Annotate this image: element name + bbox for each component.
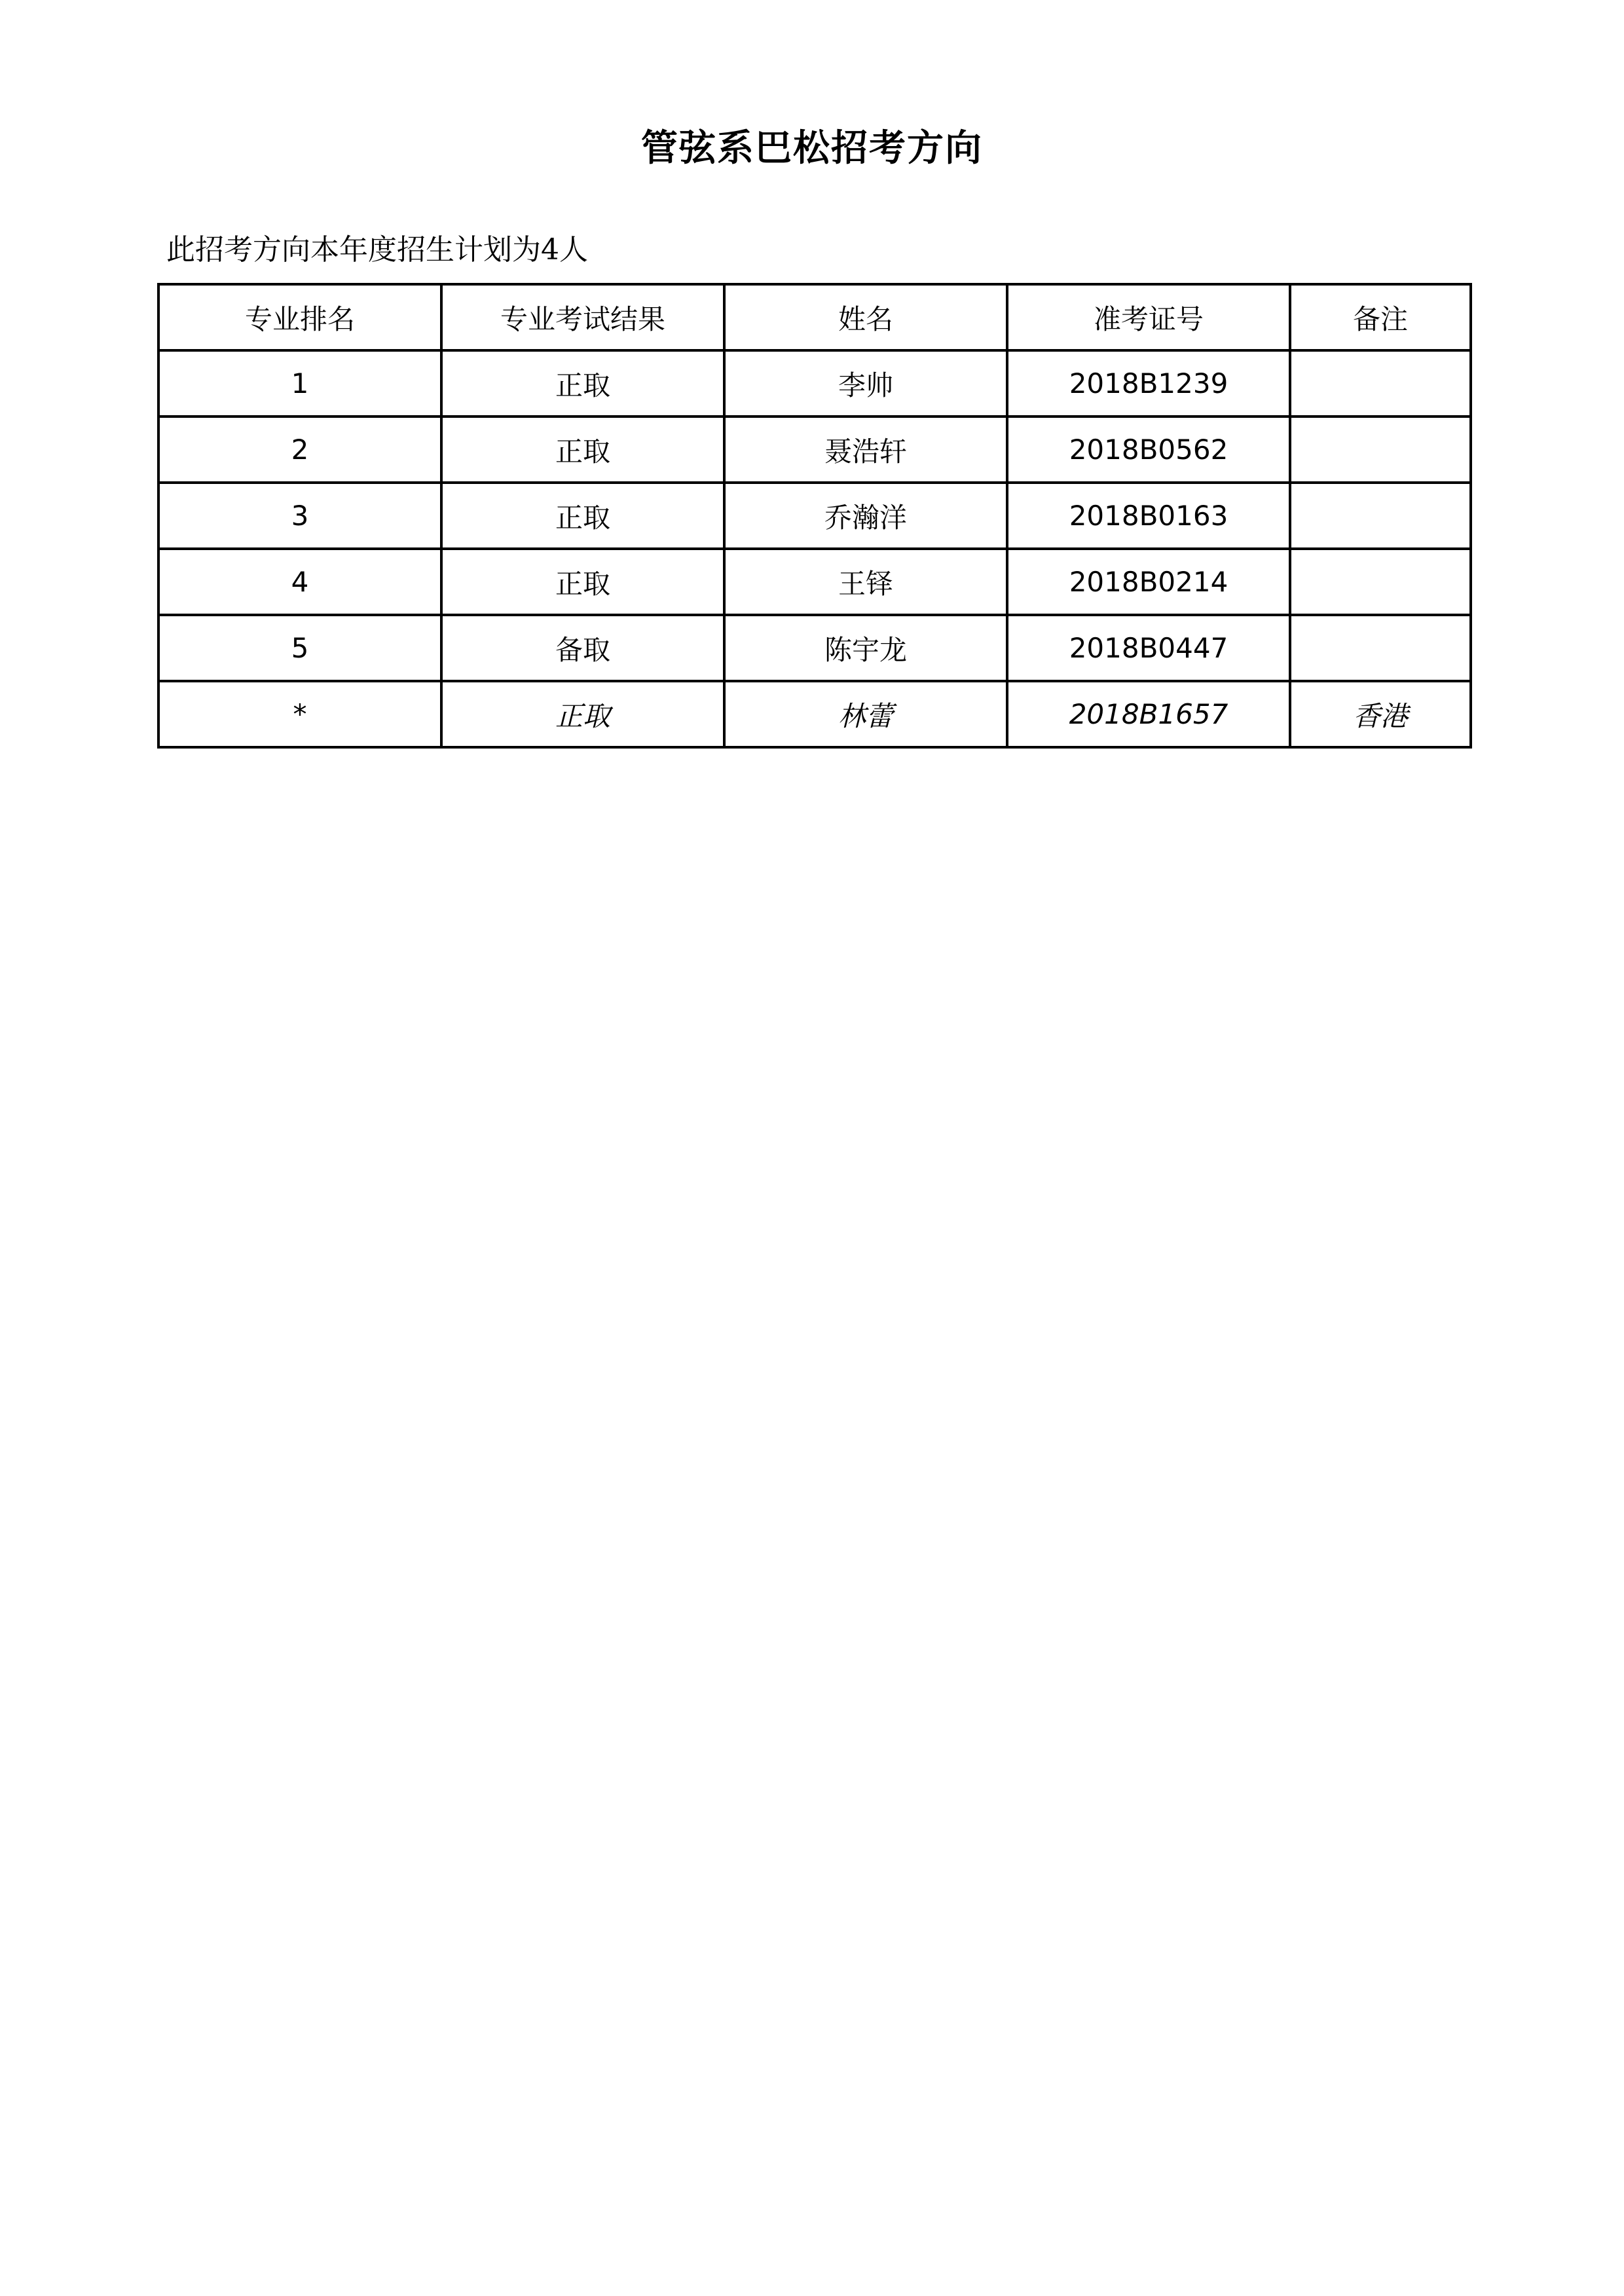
cell-rank: 5 [158, 615, 441, 681]
cell-exam-result: 正取 [441, 350, 724, 417]
cell-name: 乔瀚洋 [724, 483, 1007, 549]
cell-note [1290, 350, 1471, 417]
cell-name: 王铎 [724, 549, 1007, 615]
cell-rank: 1 [158, 350, 441, 417]
cell-rank: * [158, 681, 441, 747]
enrollment-plan-note: 此招考方向本年度招生计划为4人 [166, 233, 588, 267]
header-name: 姓名 [724, 284, 1007, 350]
header-exam-result: 专业考试结果 [441, 284, 724, 350]
cell-name: 陈宇龙 [724, 615, 1007, 681]
cell-exam-result: 正取 [441, 681, 724, 747]
cell-exam-id: 2018B0447 [1007, 615, 1290, 681]
page-title: 管弦系巴松招考方向 [641, 126, 983, 170]
header-rank: 专业排名 [158, 284, 441, 350]
cell-rank: 4 [158, 549, 441, 615]
cell-exam-id: 2018B0562 [1007, 417, 1290, 483]
cell-exam-id: 2018B0214 [1007, 549, 1290, 615]
cell-note [1290, 483, 1471, 549]
cell-exam-id: 2018B1239 [1007, 350, 1290, 417]
cell-note: 香港 [1290, 681, 1471, 747]
table-header-row [158, 284, 1471, 350]
header-note: 备注 [1290, 284, 1471, 350]
cell-exam-result: 备取 [441, 615, 724, 681]
cell-exam-result: 正取 [441, 417, 724, 483]
table-row [158, 417, 1471, 483]
cell-exam-result: 正取 [441, 549, 724, 615]
cell-rank: 3 [158, 483, 441, 549]
cell-exam-id: 2018B1657 [1007, 681, 1290, 747]
cell-name: 李帅 [724, 350, 1007, 417]
cell-name: 林蕾 [724, 681, 1007, 747]
table-row [158, 350, 1471, 417]
cell-exam-id: 2018B0163 [1007, 483, 1290, 549]
admission-results-table [157, 283, 1472, 749]
cell-exam-result: 正取 [441, 483, 724, 549]
table-row [158, 483, 1471, 549]
cell-note [1290, 417, 1471, 483]
table-row [158, 615, 1471, 681]
cell-name: 聂浩轩 [724, 417, 1007, 483]
table-row [158, 681, 1471, 747]
table-row [158, 549, 1471, 615]
cell-note [1290, 549, 1471, 615]
header-exam-id: 准考证号 [1007, 284, 1290, 350]
cell-rank: 2 [158, 417, 441, 483]
cell-note [1290, 615, 1471, 681]
